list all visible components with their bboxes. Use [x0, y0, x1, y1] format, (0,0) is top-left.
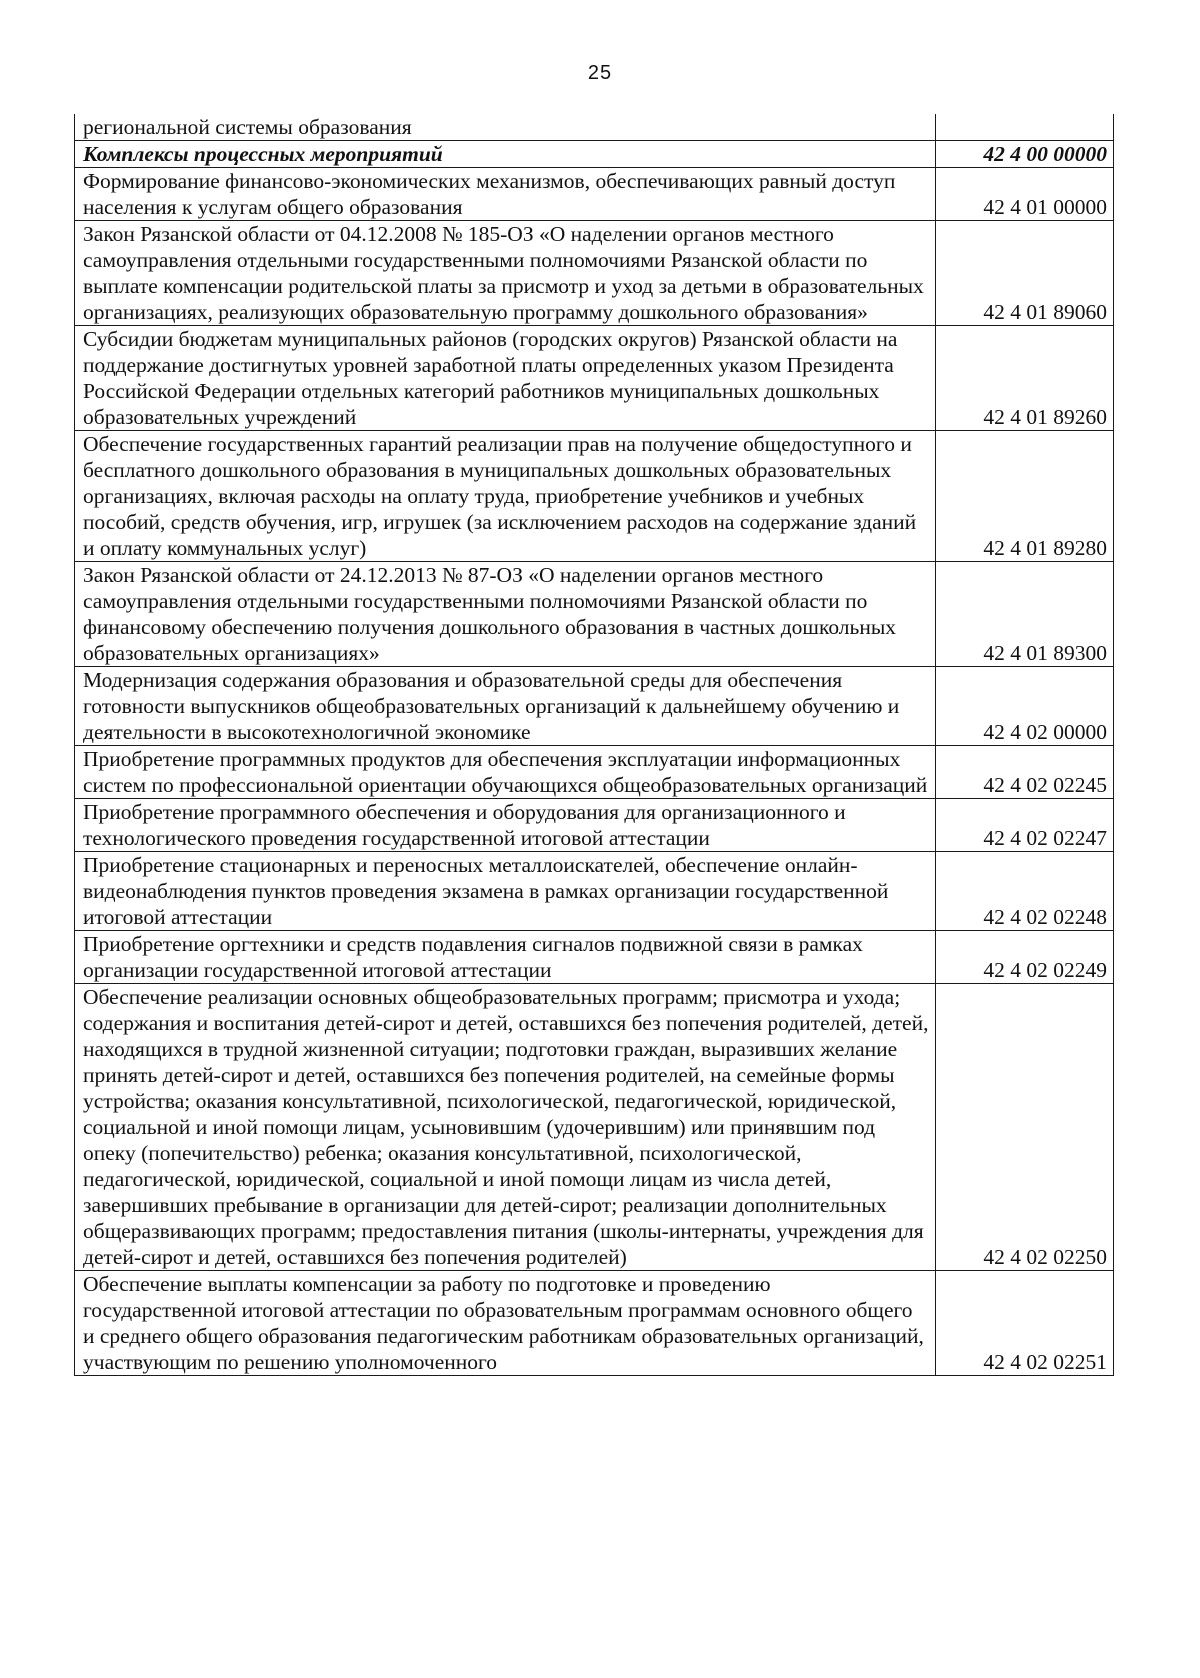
row-description: Закон Рязанской области от 24.12.2013 № 87-ОЗ «О наделении органов местного самоуправления отдельными государственными полномочиями Рязанской области по финансовому обеспечению получения дошкольного образования в частных дошкольных образовательных организациях»	[75, 562, 936, 667]
row-code: 42 4 01 89260	[936, 326, 1114, 431]
row-code: 42 4 01 89060	[936, 221, 1114, 326]
row-code: 42 4 01 89300	[936, 562, 1114, 667]
row-description: Формирование финансово-экономических механизмов, обеспечивающих равный доступ населения к услугам общего образования	[75, 168, 936, 221]
row-code: 42 4 01 00000	[936, 168, 1114, 221]
row-description: региональной системы образования	[75, 114, 936, 141]
table-row	[75, 141, 1114, 168]
table-row	[75, 221, 1114, 326]
row-code: 42 4 02 02245	[936, 746, 1114, 799]
row-description: Субсидии бюджетам муниципальных районов (городских округов) Рязанской области на поддержание достигнутых уровней заработной платы определенных указом Президента Российской Федерации отдельных категорий работников муниципальных дошкольных образовательных учреждений	[75, 326, 936, 431]
table-row	[75, 1271, 1114, 1376]
page-number: 25	[587, 62, 613, 84]
row-code: 42 4 01 89280	[936, 431, 1114, 562]
row-description: Приобретение оргтехники и средств подавления сигналов подвижной связи в рамках организации государственной итоговой аттестации	[75, 931, 936, 984]
table-row	[75, 431, 1114, 562]
table-row	[75, 984, 1114, 1271]
table-row	[75, 746, 1114, 799]
table-row	[75, 326, 1114, 431]
table-row	[75, 667, 1114, 746]
table-row	[75, 852, 1114, 931]
table-row	[75, 168, 1114, 221]
row-description: Приобретение программных продуктов для обеспечения эксплуатации информационных систем по профессиональной ориентации обучающихся общеобразовательных организаций	[75, 746, 936, 799]
row-code: 42 4 02 02250	[936, 984, 1114, 1271]
row-code: 42 4 02 02248	[936, 852, 1114, 931]
row-code: 42 4 00 00000	[936, 141, 1114, 168]
row-code: 42 4 02 00000	[936, 667, 1114, 746]
table-body	[75, 114, 1114, 1376]
row-code: 42 4 02 02249	[936, 931, 1114, 984]
row-description: Приобретение стационарных и переносных металлоискателей, обеспечение онлайн-видеонаблюдения пунктов проведения экзамена в рамках организации государственной итоговой аттестации	[75, 852, 936, 931]
table-row	[75, 799, 1114, 852]
table-row	[75, 562, 1114, 667]
row-description: Закон Рязанской области от 04.12.2008 № 185-ОЗ «О наделении органов местного самоуправления отдельными государственными полномочиями Рязанской области по выплате компенсации родительской платы за присмотр и уход за детьми в образовательных организациях, реализующих образовательную программу дошкольного образования»	[75, 221, 936, 326]
row-description: Обеспечение выплаты компенсации за работу по подготовке и проведению государственной итоговой аттестации по образовательным программам основного общего и среднего общего образования педагогическим работникам образовательных организаций, участвующим по решению уполномоченного	[75, 1271, 936, 1376]
table-row	[75, 114, 1114, 141]
row-description: Обеспечение реализации основных общеобразовательных программ; присмотра и ухода; содержания и воспитания детей-сирот и детей, оставшихся без попечения родителей, детей, находящихся в трудной жизненной ситуации; подготовки граждан, выразивших желание принять детей-сирот и детей, оставшихся без попечения родителей, на семейные формы устройства; оказания консультативной, психологической, педагогической, юридической, социальной и иной помощи лицам, усыновившим (удочерившим) или принявшим под опеку (попечительство) ребенка; оказания консультативной, психологической, педагогической, юридической, социальной и иной помощи лицам из числа детей, завершивших пребывание в организации для детей-сирот; реализации дополнительных общеразвивающих программ; предоставления питания (школы-интернаты, учреждения для детей-сирот и детей, оставшихся без попечения родителей)	[75, 984, 936, 1271]
row-code: 42 4 02 02247	[936, 799, 1114, 852]
budget-classification-table	[74, 114, 1114, 1376]
row-code: 42 4 02 02251	[936, 1271, 1114, 1376]
row-description: Обеспечение государственных гарантий реализации прав на получение общедоступного и бесплатного дошкольного образования в муниципальных дошкольных образовательных организациях, включая расходы на оплату труда, приобретение учебников и учебных пособий, средств обучения, игр, игрушек (за исключением расходов на содержание зданий и оплату коммунальных услуг)	[75, 431, 936, 562]
table-row	[75, 931, 1114, 984]
row-description: Комплексы процессных мероприятий	[75, 141, 936, 168]
row-description: Модернизация содержания образования и образовательной среды для обеспечения готовности выпускников общеобразовательных организаций к дальнейшему обучению и деятельности в высокотехнологичной экономике	[75, 667, 936, 746]
row-description: Приобретение программного обеспечения и оборудования для организационного и технологического проведения государственной итоговой аттестации	[75, 799, 936, 852]
row-code	[936, 114, 1114, 141]
